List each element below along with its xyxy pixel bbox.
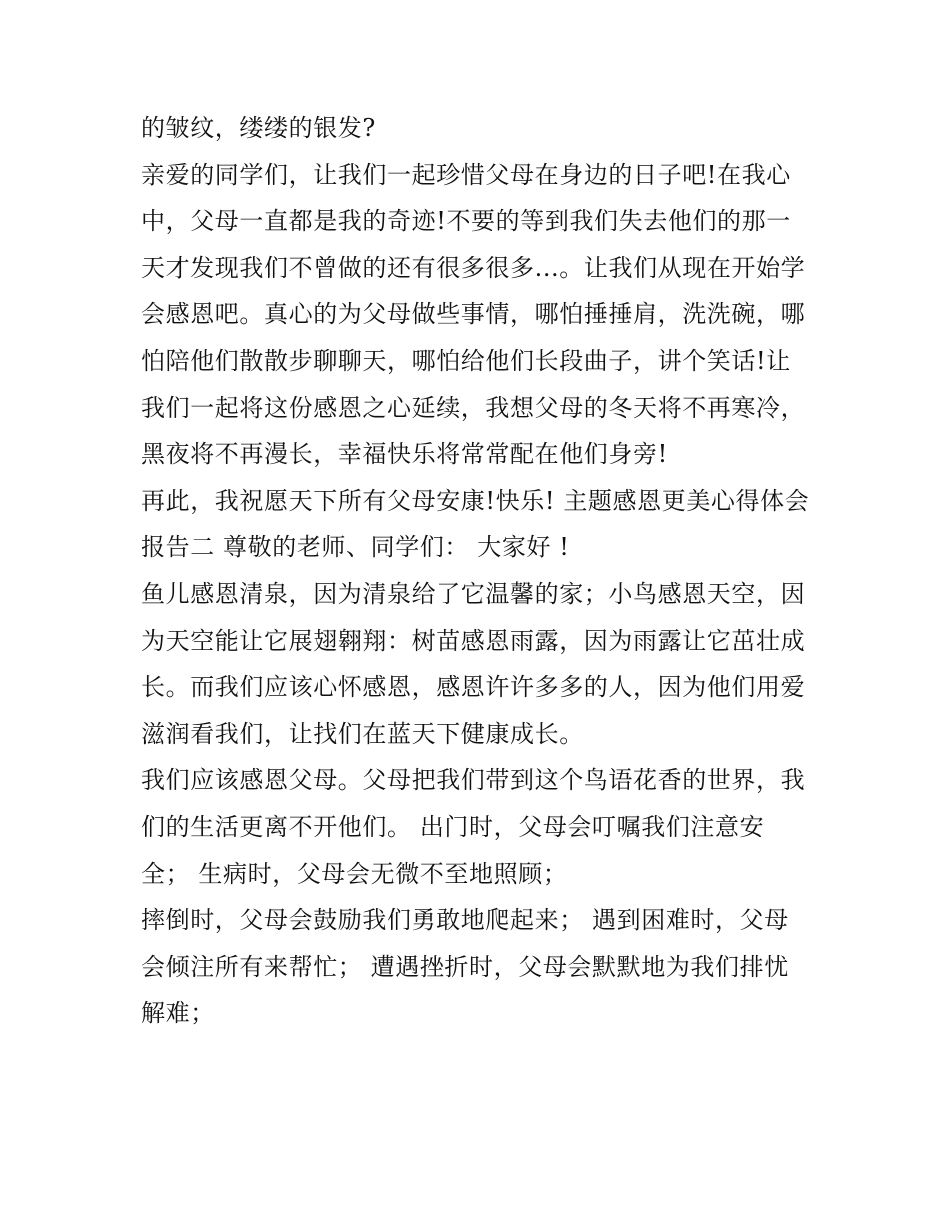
text-line: 长。而我们应该心怀感恩，感恩许许多多的人，因为他们用爱: [141, 673, 806, 702]
text-line: 摔倒时，父母会鼓励我们勇敢地爬起来； 遇到困难时，父母: [141, 906, 789, 935]
text-line: 我们一起将这份感恩之心延续，我想父母的冬天将不再寒冷，: [141, 393, 806, 422]
text-line: 为天空能让它展翅翱翔：树苗感恩雨露，因为雨露让它茁壮成: [141, 626, 806, 655]
text-line: 天才发现我们不曾做的还有很多很多...。让我们从现在开始学: [141, 253, 806, 282]
text-line: 亲爱的同学们，让我们一起珍惜父母在身边的日子吧!在我心: [141, 160, 791, 189]
text-line: 报告二 尊敬的老师、同学们： 大家好 !: [141, 533, 570, 562]
text-line: 再此，我祝愿天下所有父母安康!快乐! 主题感恩更美心得体会: [141, 486, 810, 515]
text-line: 鱼儿感恩清泉，因为清泉给了它温馨的家；小鸟感恩天空，因: [141, 579, 806, 608]
text-line: 们的生活更离不开他们。 出门时，父母会叮嘱我们注意安: [141, 812, 765, 841]
text-line: 怕陪他们散散步聊聊天，哪怕给他们长段曲子，讲个笑话!让: [141, 346, 791, 375]
text-line: 会感恩吧。真心的为父母做些事情，哪怕捶捶肩，洗洗碗，哪: [141, 300, 806, 329]
text-line: 解难；: [141, 999, 215, 1028]
text-line: 滋润看我们，让找们在蓝天下健康成长。: [141, 719, 584, 748]
text-line: 的皱纹，缕缕的银发?: [141, 114, 376, 142]
document-body: [141, 108, 821, 1040]
text-line: 我们应该感恩父母。父母把我们带到这个鸟语花香的世界，我: [141, 766, 806, 795]
text-line: 黑夜将不再漫长，幸福快乐将常常配在他们身旁!: [141, 440, 668, 469]
text-line: 中，父母一直都是我的奇迹!不要的等到我们失去他们的那一: [141, 207, 791, 236]
text-line: 会倾注所有来帮忙； 遭遇挫折时，父母会默默地为我们排忧: [141, 952, 789, 981]
text-line: 全； 生病时，父母会无微不至地照顾；: [141, 859, 568, 888]
